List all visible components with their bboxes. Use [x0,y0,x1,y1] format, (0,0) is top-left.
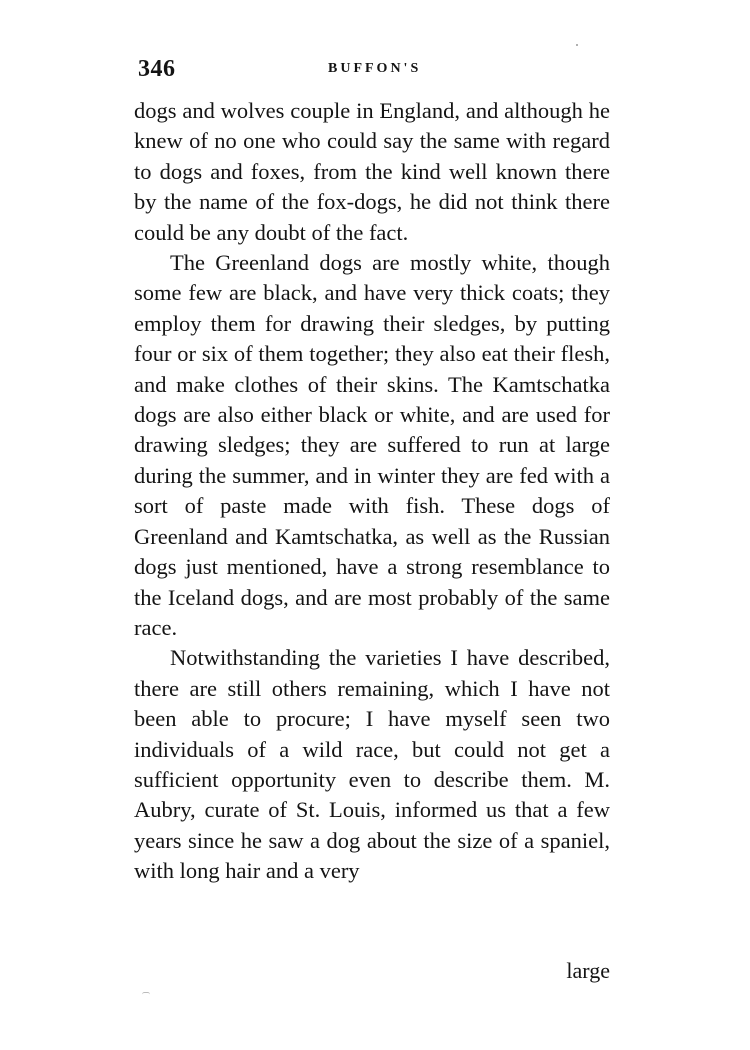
page-header [138,56,608,86]
paper-speck [576,44,578,46]
body-text [134,96,610,887]
running-head: BUFFON'S [328,61,422,76]
paragraph-continued: dogs and wolves couple in England, and although he knew of no one who could say the same with regard to dogs and foxes, from the kind well known there by the name of the fox-dogs, he did not think there could be any doubt of the fact. [134,98,610,245]
paragraph-greenland-dogs: The Greenland dogs are mostly white, though some few are black, and have very thick coats; they employ them for drawing their sledges, by putting four or six of them together; they also eat their flesh, and make clothes of their skins. The Kamtschatka dogs are also either black or white, and are used for drawing sledges; they are suffered to run at large during the summer, and in winter they are fed with a sort of paste made with fish. These dogs of Greenland and Kamtschatka, as well as the Russian dogs just mentioned, have a strong resemblance to the Iceland dogs, and are most probably of the same race. [134,250,610,640]
catchword: large [566,958,610,983]
paragraph-varieties: Notwithstanding the varieties I have described, there are still others remaining, which I have not been able to procure; I have myself seen two individuals of a wild race, but could not get a sufficient opportunity even to describe them. M. Aubry, curate of St. Louis, informed us that a few years since he saw a dog about the size of a spaniel, with long hair and a very [134,645,610,884]
page-number: 346 [138,56,176,82]
paper-mark [142,992,150,997]
